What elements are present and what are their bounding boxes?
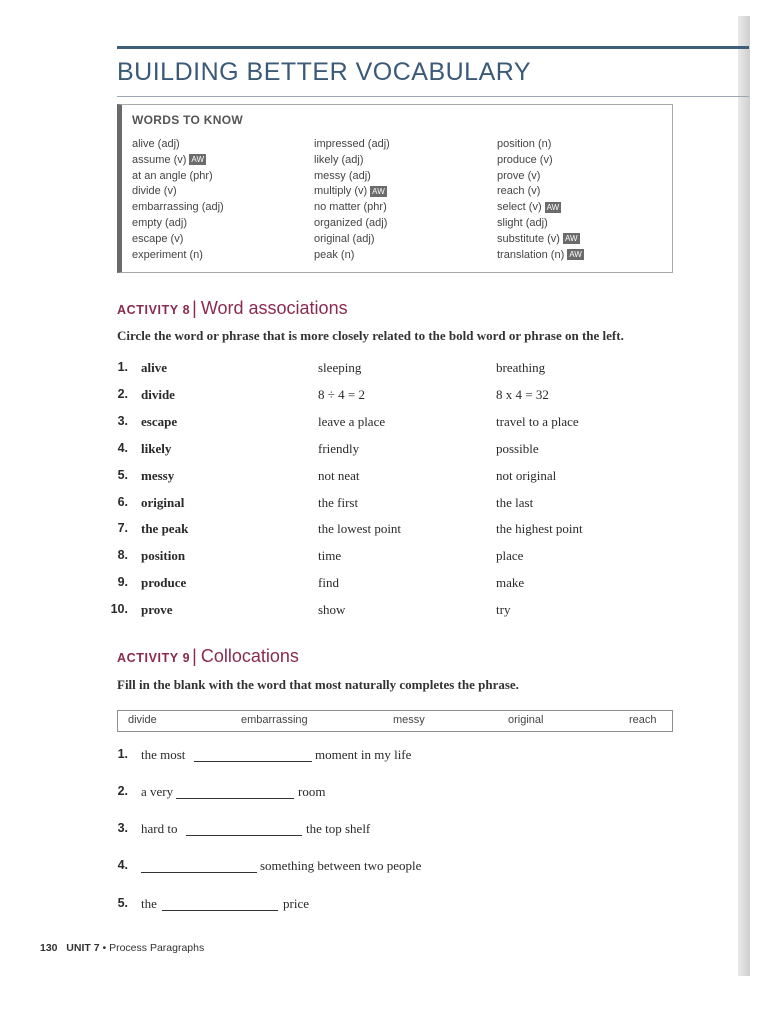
answer-blank[interactable] (176, 798, 294, 799)
vocab-word-text: multiply (v) (314, 185, 368, 198)
vocab-word (132, 216, 224, 232)
item-number: 3. (117, 413, 128, 428)
top-rule (117, 46, 749, 49)
vocab-word-text: select (v) (497, 201, 542, 214)
choice-a[interactable]: time (318, 548, 342, 564)
vocab-word-text: likely (adj) (314, 153, 364, 166)
vocab-word (314, 153, 390, 169)
vocab-word (132, 200, 224, 216)
answer-blank[interactable] (162, 910, 278, 911)
item-number: 3. (117, 821, 128, 835)
choice-a[interactable]: leave a place (318, 413, 386, 429)
words-column-1 (132, 137, 224, 263)
item-number: 1. (117, 747, 128, 761)
vocab-word-text: original (adj) (314, 232, 375, 245)
vocab-word-text: escape (v) (132, 232, 184, 245)
activity-8-heading (117, 298, 348, 319)
bold-word: likely (141, 440, 172, 456)
choice-a[interactable]: find (318, 575, 339, 591)
phrase-before: hard to (141, 821, 178, 836)
choice-b[interactable]: travel to a place (496, 413, 579, 429)
fill-item-3 (0, 821, 768, 841)
vocab-word-text: organized (adj) (314, 216, 388, 229)
phrase-after: the top shelf (306, 821, 371, 836)
vocab-word-text: prove (v) (497, 169, 541, 182)
activity-8-title: Word associations (200, 298, 348, 318)
answer-blank[interactable] (194, 761, 312, 762)
words-column-3 (497, 137, 584, 263)
activity-9-instruction: Fill in the blank with the word that most naturally completes the phrase. (117, 677, 519, 692)
top-rule-thin (117, 96, 749, 97)
fill-item-1 (0, 747, 768, 767)
activity-9-heading (117, 646, 299, 667)
item-number: 4. (117, 440, 128, 455)
choice-b[interactable]: breathing (496, 360, 546, 375)
vocab-word-text: peak (n) (314, 248, 355, 261)
words-column-2 (314, 137, 390, 263)
bold-word: messy (141, 467, 175, 483)
bold-word: position (141, 548, 186, 564)
vocab-word (497, 216, 584, 232)
choice-b[interactable]: the last (496, 494, 534, 510)
page-number: 130 (40, 942, 58, 954)
choice-a[interactable]: sleeping (318, 360, 362, 375)
vocab-word (314, 169, 390, 185)
phrase-after: room (298, 784, 326, 799)
phrase-after: moment in my life (315, 747, 412, 762)
unit-label: UNIT 7 (66, 942, 100, 954)
phrase-before: a very (141, 784, 174, 799)
vocab-word (132, 184, 224, 200)
association-row (0, 548, 768, 568)
choice-a[interactable]: the lowest point (318, 521, 402, 537)
activity-9-title: Collocations (200, 646, 299, 666)
word-bank-item: divide (128, 714, 157, 726)
vocab-word-text: translation (n) (497, 248, 565, 261)
vocab-word-text: embarrassing (adj) (132, 201, 224, 214)
vocab-word-text: assume (v) (132, 153, 187, 166)
phrase-before: the most (141, 747, 186, 762)
academic-word-badge: AW (564, 234, 578, 244)
word-bank-item: messy (393, 714, 425, 726)
vocab-word-text: substitute (v) (497, 232, 560, 245)
word-bank-item: embarrassing (241, 714, 308, 726)
vocab-word (497, 248, 584, 264)
choice-a[interactable]: 8 ÷ 4 = 2 (318, 386, 365, 402)
item-number: 7. (117, 521, 128, 536)
association-row (0, 521, 768, 541)
fill-item-5 (0, 896, 768, 916)
item-number: 5. (117, 896, 128, 910)
item-number: 2. (117, 784, 128, 798)
item-number: 5. (117, 467, 128, 482)
vocab-word (497, 153, 584, 169)
words-to-know-title: WORDS TO KNOW (132, 113, 244, 127)
vocab-word-text: slight (adj) (497, 216, 548, 229)
page-heading: BUILDING BETTER VOCABULARY (117, 58, 532, 86)
association-row (0, 602, 768, 622)
association-row (0, 575, 768, 595)
vocab-word-text: reach (v) (497, 185, 541, 198)
answer-blank[interactable] (141, 872, 257, 873)
academic-word-badge: AW (546, 202, 560, 212)
vocab-word (132, 153, 224, 169)
item-number: 1. (117, 360, 128, 374)
academic-word-badge: AW (372, 186, 385, 196)
vocab-word (314, 232, 390, 248)
bold-word: divide (141, 386, 175, 402)
academic-word-badge: AW (569, 250, 582, 260)
choice-b[interactable]: 8 x 4 = 32 (496, 386, 549, 402)
item-number: 6. (117, 494, 128, 509)
bold-word: prove (141, 602, 173, 618)
bold-word: escape (141, 413, 178, 429)
activity-8-instruction: Circle the word or phrase that is more closely related to the bold word or phrase on the left. (117, 328, 624, 343)
activity-8-label: ACTIVITY 8 (117, 303, 191, 317)
activity-8-separator: | (192, 298, 197, 318)
choice-b[interactable]: the highest point (496, 521, 583, 537)
page-footer (40, 942, 204, 954)
word-bank (117, 710, 673, 732)
choice-a[interactable]: the first (318, 494, 359, 510)
association-row (0, 387, 768, 407)
item-number: 9. (117, 575, 128, 590)
item-number: 10. (110, 602, 128, 617)
vocab-word (132, 169, 224, 185)
choice-a[interactable]: not neat (318, 467, 360, 483)
vocab-word (497, 232, 584, 248)
vocab-word-text: impressed (adj) (314, 138, 390, 150)
choice-a[interactable]: show (318, 602, 346, 618)
word-bank-item: original (508, 714, 544, 726)
vocab-word (314, 200, 390, 216)
vocab-word-text: no matter (phr) (314, 201, 387, 214)
vocab-word-text: alive (adj) (132, 138, 180, 150)
answer-blank[interactable] (186, 835, 302, 836)
item-number: 2. (117, 386, 128, 401)
choice-a[interactable]: friendly (318, 440, 360, 456)
vocab-word-text: messy (adj) (314, 169, 371, 182)
phrase-after: price (283, 896, 309, 911)
bold-word: alive (141, 360, 167, 375)
vocab-word (314, 137, 390, 153)
vocab-word-text: produce (v) (497, 153, 553, 166)
choice-b[interactable]: possible (496, 440, 539, 456)
vocab-word-text: at an angle (phr) (132, 169, 213, 182)
vocab-word (132, 137, 224, 153)
vocab-word (132, 232, 224, 248)
activity-9-separator: | (192, 646, 197, 666)
choice-b[interactable]: not original (496, 467, 557, 483)
choice-b[interactable]: make (496, 575, 525, 591)
vocab-word (314, 184, 390, 200)
vocab-word (314, 248, 390, 264)
word-bank-item: reach (629, 714, 657, 726)
bold-word: original (141, 494, 185, 510)
vocab-word-text: empty (adj) (132, 216, 188, 229)
vocab-word (497, 184, 584, 200)
academic-word-badge: AW (191, 155, 204, 165)
bold-word: the peak (141, 521, 189, 537)
association-row (0, 495, 768, 515)
vocab-word-text: position (n) (497, 138, 552, 150)
association-row (0, 441, 768, 461)
item-number: 8. (117, 548, 128, 563)
vocab-word (497, 169, 584, 185)
vocab-word-text: divide (v) (132, 185, 177, 198)
item-number: 4. (117, 858, 128, 872)
association-row (0, 468, 768, 488)
phrase-before: the (141, 896, 157, 911)
vocab-word (132, 248, 224, 264)
vocab-word (497, 200, 584, 216)
choice-b[interactable]: try (496, 602, 511, 618)
fill-item-4 (0, 858, 768, 878)
fill-item-2 (0, 784, 768, 804)
vocab-word (497, 137, 584, 153)
vocab-word-text: experiment (n) (132, 248, 203, 261)
activity-9-label: ACTIVITY 9 (117, 651, 191, 665)
words-to-know-box (117, 104, 673, 273)
association-row (0, 414, 768, 434)
phrase-after: something between two people (260, 858, 422, 873)
association-row (0, 360, 768, 380)
vocab-word (314, 216, 390, 232)
choice-b[interactable]: place (496, 548, 524, 564)
footer-bullet: • (102, 942, 107, 954)
section-title: Process Paragraphs (109, 942, 205, 954)
bold-word: produce (141, 575, 187, 591)
